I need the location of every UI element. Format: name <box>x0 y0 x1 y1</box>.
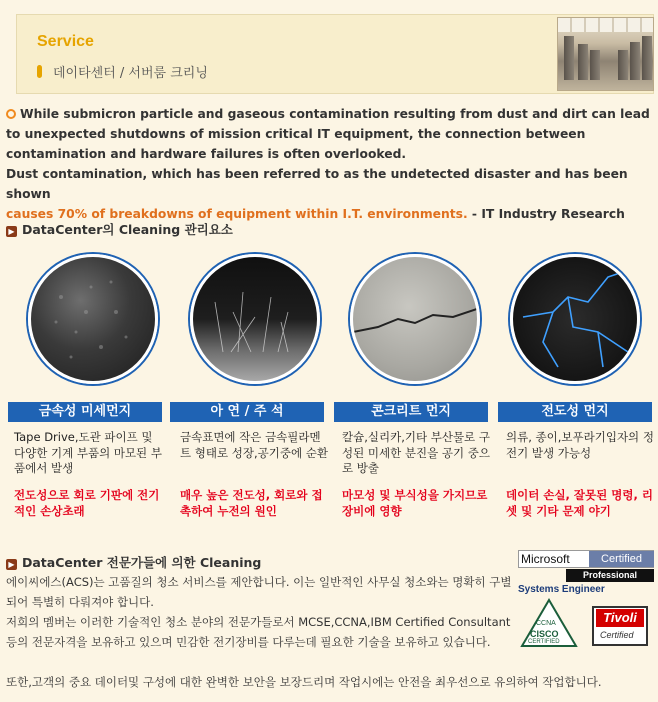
microsoft-certified-logo: Microsoft Certified <box>518 550 654 568</box>
warn-zinc-tin: 매우 높은 전도성, 회로와 접촉하여 누전의 원인 <box>180 488 323 518</box>
label-zinc-tin: 아 연 / 주 석 <box>170 402 324 422</box>
intro-text: While submicron particle and gaseous contamination resulting from dust and dirt can lead to unexpected shutdowns of mission critical IT equipment, the connection between contamination and hardware failures is often overlooked. Dust contamination, which has been referred to as the undetected disaster and has been shown causes 70% of breakdowns of equipment within I.T. environments. - IT Industry Research <box>6 107 650 221</box>
conductive-dust-image <box>510 254 640 384</box>
page-title: Service <box>37 33 94 50</box>
desc-concrete-dust: 칼슘,실리카,기타 부산물로 구성된 미세한 분진을 공기 중으로 방출 <box>342 430 490 475</box>
zinc-whisker-image <box>190 254 320 384</box>
section-heading-experts: ▶ DataCenter 전문가들에 의한 Cleaning <box>6 553 261 571</box>
warn-metal-dust: 전도성으로 회로 기판에 전기적인 손상초래 <box>14 488 160 518</box>
circle-bullet-icon <box>6 109 16 119</box>
warn-concrete-dust: 마모성 및 부식성을 가지므로 장비에 영향 <box>342 488 488 518</box>
metal-dust-image <box>28 254 158 384</box>
label-metal-dust: 금속성 미세먼지 <box>8 402 162 422</box>
arrow-icon: ▶ <box>6 226 17 237</box>
paragraph-members: 저희의 멤버는 이러한 기술적인 청소 분야의 전문가들로서 MCSE,CCNA,IBM Certified Consultant 등의 전문자격을 보유하고 있으며 민감한 전기장비를 다루는데 필요한 기술을 보유하고 있습니다. <box>6 615 511 649</box>
label-conductive-dust: 전도성 먼지 <box>498 402 652 422</box>
datacenter-photo <box>557 17 654 91</box>
bullet-icon <box>37 65 42 78</box>
paragraph-intro: 에이씨에스(ACS)는 고품질의 청소 서비스를 제안합니다. 이는 일반적인 사무실 청소와는 명확히 구별되어 특별히 다뤄져야 합니다. <box>6 575 512 609</box>
warn-conductive-dust: 데이터 손실, 잘못된 명령, 리셋 및 기타 문제 야기 <box>506 488 653 518</box>
header-banner <box>16 14 654 94</box>
section-heading-cleaning: ▶ DataCenter의 Cleaning 관리요소 <box>6 220 233 238</box>
cisco-ccna-logo: CCNA CISCO CERTIFIED <box>520 598 578 648</box>
paragraph-security: 또한,고객의 중요 데이터및 구성에 대한 완벽한 보안을 보장드리며 작업시에는 안전을 최우선으로 유의하여 작업합니다. <box>6 675 602 689</box>
desc-conductive-dust: 의류, 종이,보푸라기입자의 정전기 발생 가능성 <box>506 430 654 460</box>
desc-metal-dust: Tape Drive,도관 파이프 및 다양한 기계 부품의 마모된 부품에서 발생 <box>14 430 162 475</box>
highlight-text: causes 70% of breakdowns of equipment within I.T. environments. <box>6 207 468 221</box>
certification-logos: Microsoft Certified Professional Systems Engineer CCNA CISCO CERTIFIED Tivoli Certified <box>518 550 654 650</box>
desc-zinc-tin: 금속표면에 작은 금속필라멘트 형태로 성장,공기중에 순환 <box>180 430 328 460</box>
concrete-dust-image <box>350 254 480 384</box>
label-concrete-dust: 콘크리트 먼지 <box>334 402 488 422</box>
arrow-icon: ▶ <box>6 559 17 570</box>
breadcrumb: 데이타센터 / 서버룸 크리닝 <box>53 66 208 81</box>
tivoli-certified-logo: Tivoli Certified <box>592 606 648 646</box>
